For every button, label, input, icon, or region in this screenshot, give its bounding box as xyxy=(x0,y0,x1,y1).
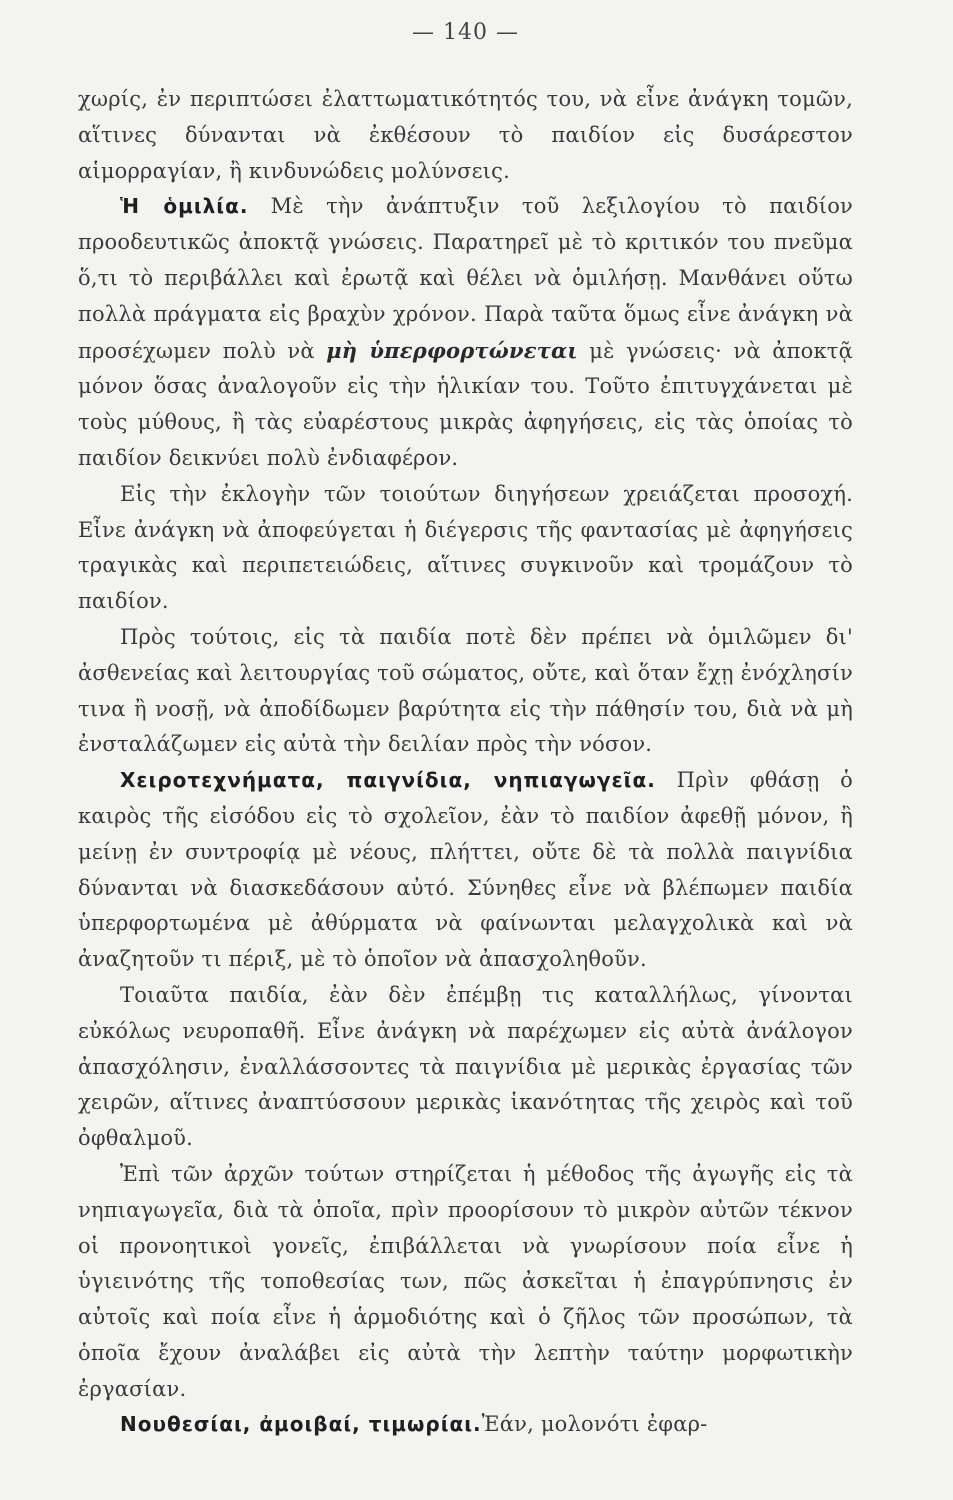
paragraph-2-text-before: Μὲ τὴν ἀνάπτυξιν τοῦ λεξιλογίου τὸ παιδίον προοδευτικῶς ἀποκτᾷ γνώσεις. Παρατηρεῖ μὲ τὸ κριτικόν του πνεῦμα ὅ,τι τὸ περιβάλλει καὶ ἐρωτᾷ καὶ θέλει νὰ ὁμιλήσῃ. Μανθάνει οὕτω πολλὰ πράγματα εἰς βραχὺν χρόνον. Παρὰ ταῦτα ὅμως εἶνε ἀνάγκη νὰ προσέχωμεν πολὺ νὰ xyxy=(78,194,853,363)
paragraph-2-emphasis: μὴ ὑπερφορτώνεται xyxy=(326,337,578,363)
paragraph-5 xyxy=(78,763,853,978)
section-heading-handicrafts: Χειροτεχνήματα, παιγνίδια, νηπιαγωγεῖα. xyxy=(120,768,656,793)
paragraph-5-text: Πρὶν φθάσῃ ὁ καιρὸς τῆς εἰσόδου εἰς τὸ σχολεῖον, ἐὰν τὸ παιδίον ἀφεθῇ μόνον, ἢ μείνῃ ἐν συντροφίᾳ μὲ νέους, πλήττει, οὔτε δὲ τὰ πολλὰ παιγνίδια δύνανται νὰ διασκεδάσουν αὐτό. Σύνηθες εἶνε νὰ βλέπωμεν παιδία ὑπερφορτωμένα μὲ ἀθύρματα νὰ φαίνωνται μελαγχολικὰ καὶ νὰ ἀναζητοῦν τι πέριξ, μὲ τὸ ὁποῖον νὰ ἀπασχοληθοῦν. xyxy=(78,768,854,972)
paragraph-8 xyxy=(78,1407,853,1443)
paragraph-2 xyxy=(78,189,853,476)
section-heading-speech: Ἡ ὁμιλία. xyxy=(120,194,249,219)
paragraph-4: Πρὸς τούτοις, εἰς τὰ παιδία ποτὲ δὲν πρέπει νὰ ὁμιλῶμεν δι' ἀσθενείας καὶ λειτουργίας τοῦ σώματος, οὔτε, καὶ ὅταν ἔχῃ ἐνόχλησίν τινα ἢ νοσῇ, νὰ ἀποδίδωμεν βαρύτητα εἰς τὴν πάθησίν του, διὰ νὰ μὴ ἐνσταλάζωμεν εἰς αὐτὰ τὴν δειλίαν πρὸς τὴν νόσον. xyxy=(78,624,853,757)
page-number: — 140 — xyxy=(412,20,519,45)
paragraph-6: Τοιαῦτα παιδία, ἐὰν δὲν ἐπέμβῃ τις καταλλήλως, γίνονται εὐκόλως νευροπαθῆ. Εἶνε ἀνάγκη νὰ παρέχωμεν εἰς αὐτὰ ἀνάλογον ἀπασχόλησιν, ἐναλλάσσοντες τὰ παιγνίδια μὲ μερικὰς ἐργασίας τῶν χειρῶν, αἵτινες ἀναπτύσσουν μερικὰς ἱκανότητας τῆς χειρὸς καὶ τοῦ ὀφθαλμοῦ. xyxy=(78,982,853,1151)
page-body xyxy=(78,82,853,1443)
paragraph-8-text: Ἐάν, μολονότι ἐφαρ- xyxy=(481,1412,708,1437)
paragraph-2-text-after: μὲ γνώσεις· νὰ ἀποκτᾷ μόνον ὅσας ἀναλογοῦν εἰς τὴν ἡλικίαν του. Τοῦτο ἐπιτυγχάνεται μὲ τοὺς μύθους, ἢ τὰς εὐαρέστους μικρὰς ἀφηγήσεις, εἰς τὰς ὁποίας τὸ παιδίον δεικνύει πολὺ ἐνδιαφέρον. xyxy=(78,338,853,470)
paragraph-7: Ἐπὶ τῶν ἀρχῶν τούτων στηρίζεται ἡ μέθοδος τῆς ἀγωγῆς εἰς τὰ νηπιαγωγεῖα, διὰ τὰ ὁποῖα, πρὶν προορίσουν τὸ μικρὸν αὐτῶν τέκνον οἱ προνοητικοὶ γονεῖς, ἐπιβάλλεται νὰ γνωρίσουν ποία εἶνε ἡ ὑγιεινότης τῆς τοποθεσίας των, πῶς ἀσκεῖται ἡ ἐπαγρύπνησις ἐν αὐτοῖς καὶ ποία εἶνε ἡ ἁρμοδιότης καὶ ὁ ζῆλος τῶν προσώπων, τὰ ὁποῖα ἔχουν ἀναλάβει εἰς αὐτὰ τὴν λεπτὴν ταύτην μορφωτικὴν ἐργασίαν. xyxy=(78,1161,853,1401)
section-heading-admonitions: Νουθεσίαι, ἀμοιβαί, τιμωρίαι. xyxy=(120,1412,482,1437)
paragraph-3: Εἰς τὴν ἐκλογὴν τῶν τοιούτων διηγήσεων χρειάζεται προσοχή. Εἶνε ἀνάγκη νὰ ἀποφεύγεται ἡ διέγερσις τῆς φαντασίας μὲ ἀφηγήσεις τραγικὰς καὶ περιπετειώδεις, αἵτινες συγκινοῦν καὶ τρομάζουν τὸ παιδίον. xyxy=(78,481,853,614)
paragraph-1: χωρίς, ἐν περιπτώσει ἐλαττωματικότητός του, νὰ εἶνε ἀνάγκη τομῶν, αἵτινες δύνανται νὰ ἐκθέσουν τὸ παιδίον εἰς δυσάρεστον αἱμορραγίαν, ἢ κινδυνώδεις μολύνσεις. xyxy=(78,87,853,183)
